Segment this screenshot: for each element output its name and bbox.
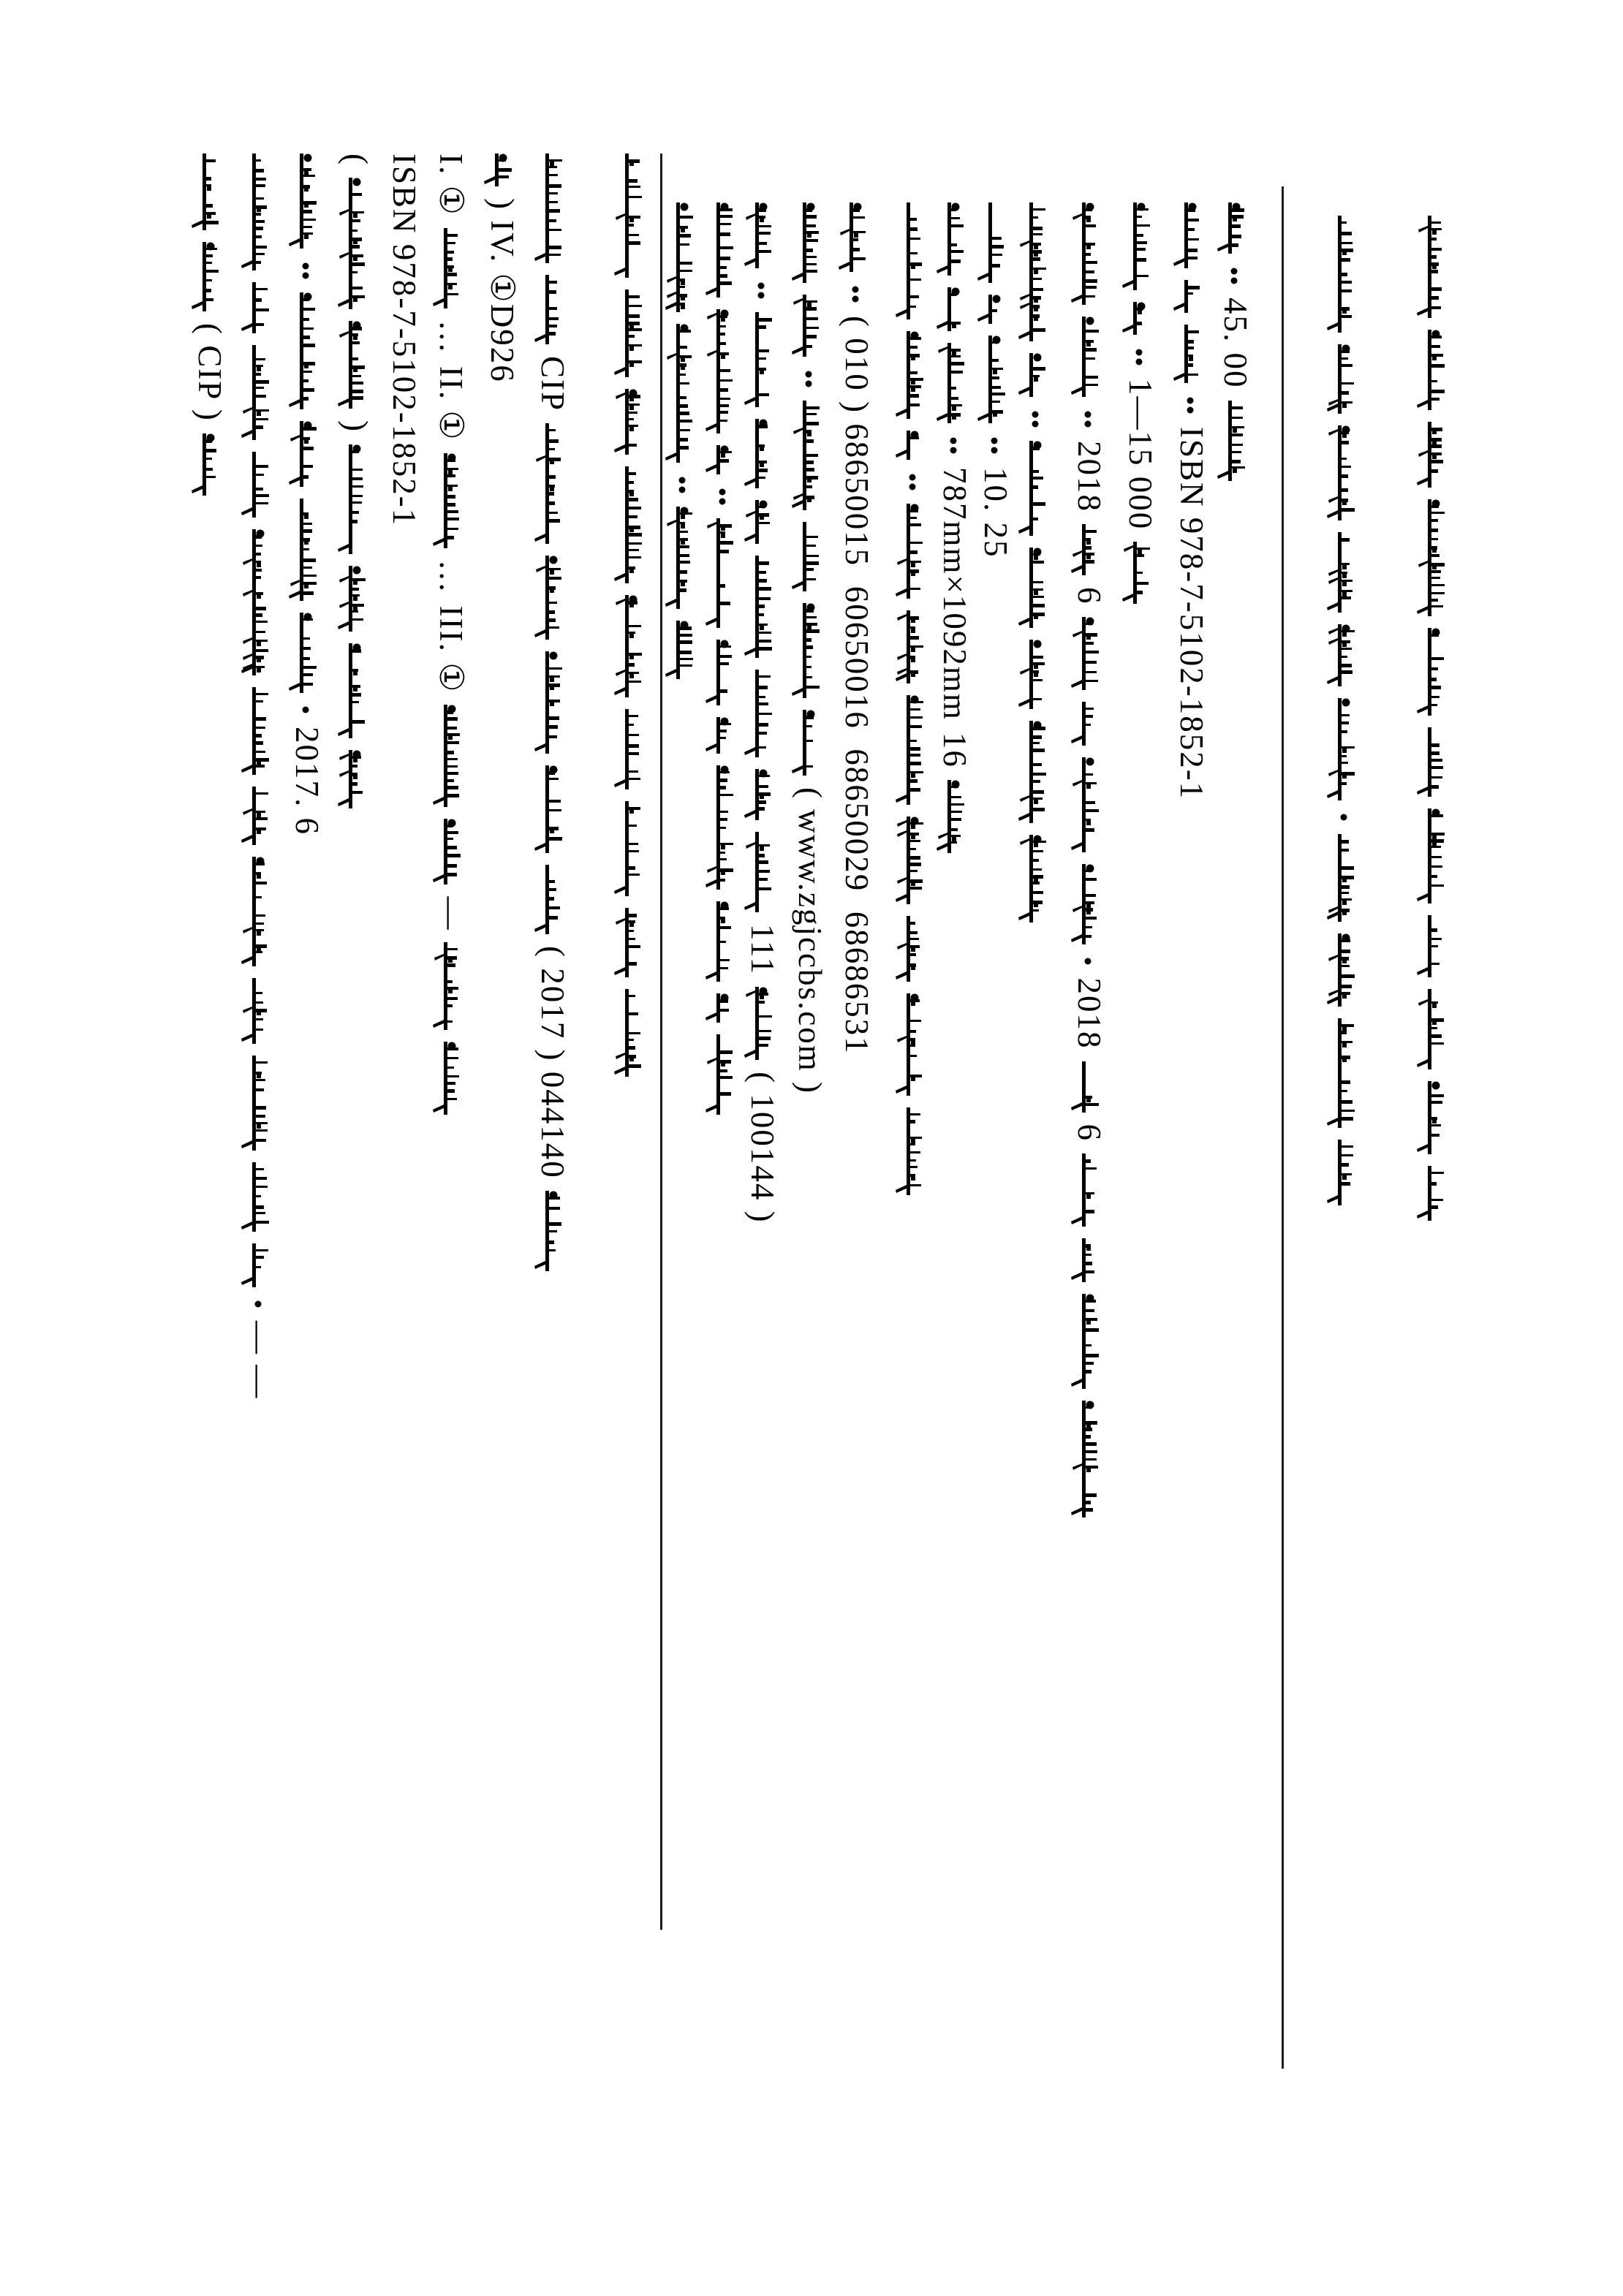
mongolian-word-glyph [893, 695, 934, 805]
mongolian-word-glyph [893, 331, 934, 419]
mongolian-word-glyph [1415, 727, 1456, 797]
cip-subject-line-text-6: III. ① [433, 605, 469, 694]
mongolian-stop [239, 1299, 280, 1309]
mongolian-word-glyph [790, 401, 831, 510]
mongolian-word-glyph [1120, 302, 1161, 335]
mongolian-word-glyph [893, 431, 934, 460]
mongolian-word-glyph [239, 787, 280, 845]
mongolian-word-glyph [893, 993, 934, 1096]
mongolian-word-glyph [239, 687, 280, 775]
cip-subject-line [431, 154, 472, 1126]
mongolian-colon [836, 284, 877, 304]
cip-subject-continuation-line [482, 154, 523, 395]
mongolian-word-glyph [1016, 353, 1057, 397]
cip-edition-note-line [336, 154, 377, 820]
mongolian-word-glyph [1325, 425, 1366, 520]
cip-record-number-line-text-2: CIP [534, 356, 571, 412]
edition-impression-line-text-3: 2018 [1071, 441, 1108, 512]
cip-edition-note-line-text-0: ( [338, 154, 374, 166]
mongolian-word-glyph [287, 154, 328, 249]
mongolian-word-glyph [1415, 1166, 1456, 1221]
mongolian-word-glyph [1325, 834, 1366, 922]
cip-title-record-line-text-13: — — [241, 1321, 278, 1400]
mongolian-word-glyph [532, 865, 573, 934]
format-line-text-4: 787mm×1092mm [937, 467, 973, 721]
mongolian-word-glyph [1171, 280, 1212, 313]
mongolian-word-glyph [239, 1056, 280, 1151]
mongolian-word-glyph [239, 978, 280, 1044]
mongolian-word-glyph [532, 765, 573, 853]
mongolian-word-glyph [742, 670, 783, 757]
mongolian-word-glyph [742, 769, 783, 820]
mongolian-word-glyph [1069, 864, 1110, 944]
mongolian-word-glyph [612, 466, 653, 583]
address-line [742, 202, 783, 1235]
phone-line [836, 202, 877, 1066]
mongolian-word-glyph [1415, 915, 1456, 977]
cip-record-continuation-line [612, 154, 653, 1088]
mongolian-word-glyph [612, 801, 653, 896]
mongolian-word-glyph [336, 566, 377, 632]
mongolian-word-glyph [934, 780, 975, 853]
mongolian-word-glyph [1069, 1061, 1110, 1113]
mongolian-colon [1069, 409, 1110, 429]
mongolian-word-glyph [1215, 401, 1256, 481]
mongolian-word-glyph [336, 178, 377, 309]
mongolian-word-glyph [336, 444, 377, 554]
mongolian-word-glyph [1325, 933, 1366, 1007]
publisher-line [703, 202, 744, 1126]
mongolian-word-glyph [934, 343, 975, 423]
format-line-text-5: 16 [937, 732, 973, 768]
mongolian-word-glyph [612, 709, 653, 789]
mongolian-word-glyph [287, 499, 328, 601]
print-quality-notice-line [1415, 216, 1456, 1232]
mongolian-word-glyph [1016, 441, 1057, 536]
mongolian-word-glyph [612, 989, 653, 1077]
mongolian-word-glyph [703, 1034, 744, 1115]
phone-line-text-2: ( 010 ) 68650015 60650016 68650029 68686531 [839, 316, 875, 1055]
address-line-text-9: 111 [744, 924, 781, 976]
mongolian-word-glyph [1016, 202, 1057, 341]
cip-subject-line-text-0: I. ① [433, 154, 469, 216]
mongolian-word-glyph [532, 154, 573, 263]
mongolian-word-glyph [1120, 202, 1161, 290]
cip-record-number-line [532, 154, 573, 1283]
mongolian-word-glyph [1069, 524, 1110, 575]
print-run-line-text-3: 1—15 000 [1122, 379, 1159, 531]
mongolian-colon [1016, 409, 1057, 429]
mongolian-word-glyph [431, 819, 472, 884]
mongolian-word-glyph [1069, 1401, 1110, 1518]
mongolian-word-glyph [1215, 202, 1256, 254]
cip-imprint-date-line-text-7: 2017. 6 [289, 727, 325, 836]
mongolian-colon [975, 435, 1016, 455]
address-line-text-11: ( 100144 ) [744, 1072, 781, 1224]
website-line [790, 202, 831, 1106]
mongolian-word-glyph [239, 529, 280, 675]
mongolian-word-glyph [1016, 721, 1057, 823]
mongolian-word-glyph [742, 419, 783, 488]
mongolian-word-glyph [239, 154, 280, 270]
mongolian-word-glyph [287, 421, 328, 487]
mongolian-word-glyph [1016, 835, 1057, 922]
mongolian-word-glyph [1325, 344, 1366, 414]
mongolian-word-glyph [742, 312, 783, 407]
mongolian-word-glyph [742, 500, 783, 544]
mongolian-colon [934, 435, 975, 455]
mongolian-word-glyph [742, 987, 783, 1060]
mongolian-word-glyph [703, 717, 744, 754]
mongolian-word-glyph [336, 321, 377, 409]
separator-rule-right [1282, 186, 1284, 2069]
mongolian-word-glyph [431, 942, 472, 1030]
mongolian-word-glyph [790, 603, 831, 698]
copyright-notice-line [1325, 216, 1366, 1217]
cip-record-number-line-text-8: ( 2017 ) 044140 [534, 946, 571, 1179]
mongolian-word-glyph [703, 993, 744, 1023]
cip-imprint-date-line [287, 154, 328, 847]
mongolian-word-glyph [239, 1243, 280, 1287]
mongolian-word-glyph [189, 433, 230, 496]
mongolian-word-glyph [975, 202, 1016, 283]
mongolian-word-glyph [703, 518, 744, 628]
mongolian-word-glyph [189, 154, 230, 230]
mongolian-word-glyph [532, 1191, 573, 1271]
mongolian-word-glyph [703, 309, 744, 433]
separator-rule-left [660, 154, 662, 1930]
mongolian-word-glyph [1325, 216, 1366, 333]
mongolian-word-glyph [1325, 1018, 1366, 1128]
cip-subject-line-text-3: II. ① [433, 365, 469, 442]
printer-line [1016, 202, 1057, 934]
mongolian-stop [1325, 812, 1366, 822]
mongolian-word-glyph [239, 282, 280, 333]
website-line-text-7: ( www.zgjccbs.com ) [792, 787, 828, 1094]
mongolian-colon [893, 471, 934, 492]
edition-impression-line [1069, 202, 1110, 1529]
mongolian-word-glyph [1069, 702, 1110, 746]
mongolian-word-glyph [1016, 548, 1057, 628]
sheets-line [975, 202, 1016, 570]
mongolian-word-glyph [742, 202, 783, 268]
mongolian-word-glyph [189, 242, 230, 311]
mongolian-word-glyph [893, 1107, 934, 1195]
mongolian-word-glyph [1415, 216, 1456, 318]
cip-edition-note-line-text-3: ) [338, 420, 374, 433]
mongolian-word-glyph [612, 154, 653, 278]
mongolian-word-glyph [1325, 532, 1366, 613]
cip-isbn-line [384, 154, 425, 538]
mongolian-word-glyph [790, 295, 831, 357]
mongolian-word-glyph [1171, 325, 1212, 383]
mongolian-word-glyph [934, 202, 975, 276]
cip-subject-continuation-line-text-1: ) IV. ①D926 [484, 198, 521, 383]
mongolian-word-glyph [836, 202, 877, 272]
mongolian-colon [1120, 346, 1161, 367]
isbn-line-text-4: ISBN 978-7-5102-1852-1 [1173, 427, 1210, 800]
mongolian-word-glyph [1415, 330, 1456, 410]
edition-impression-line-text-11: 2018 [1071, 977, 1108, 1050]
print-run-line [1120, 202, 1161, 615]
mongolian-word-glyph [612, 289, 653, 377]
mongolian-stop [287, 705, 328, 715]
mongolian-colon [663, 474, 704, 495]
format-line [934, 202, 975, 865]
mongolian-word-glyph [663, 202, 704, 312]
mongolian-word-glyph [1415, 1081, 1456, 1154]
mongolian-word-glyph [1325, 698, 1366, 800]
mongolian-word-glyph [893, 202, 934, 319]
mongolian-word-glyph [1069, 757, 1110, 852]
mongolian-colon [742, 280, 783, 300]
mongolian-word-glyph [663, 621, 704, 679]
mongolian-word-glyph [239, 452, 280, 518]
mongolian-word-glyph [1069, 317, 1110, 397]
mongolian-word-glyph [612, 595, 653, 697]
cip-subject-line-text-5: … [433, 559, 469, 594]
mongolian-word-glyph [1415, 808, 1456, 903]
mongolian-word-glyph [934, 287, 975, 331]
mongolian-word-glyph [663, 324, 704, 463]
mongolian-word-glyph [893, 504, 934, 599]
isbn-line [1171, 202, 1212, 811]
mongolian-word-glyph [893, 817, 934, 904]
mongolian-word-glyph [239, 345, 280, 440]
mongolian-word-glyph [532, 275, 573, 344]
mongolian-word-glyph [431, 1042, 472, 1115]
mongolian-word-glyph [1325, 1140, 1366, 1205]
mongolian-word-glyph [612, 389, 653, 455]
mongolian-colon [703, 486, 744, 507]
cip-title-record-line [239, 154, 280, 1411]
mongolian-word-glyph [893, 610, 934, 683]
cip-header-line [189, 154, 230, 507]
sheets-line-text-4: 10. 25 [977, 467, 1014, 558]
mongolian-stop [1069, 956, 1110, 966]
mongolian-word-glyph [1069, 1238, 1110, 1282]
mongolian-word-glyph [287, 292, 328, 409]
mongolian-word-glyph [1415, 989, 1456, 1069]
edition-impression-line-text-5: 6 [1071, 587, 1108, 605]
responsible-editor-line [663, 202, 704, 691]
mongolian-word-glyph [1069, 1153, 1110, 1227]
mongolian-word-glyph [790, 710, 831, 776]
mongolian-word-glyph [431, 228, 472, 308]
mongolian-word-glyph [482, 154, 523, 186]
mongolian-word-glyph [532, 423, 573, 544]
mongolian-word-glyph [1415, 628, 1456, 716]
edition-impression-line-text-13: 6 [1071, 1124, 1108, 1142]
mongolian-word-glyph [703, 901, 744, 982]
mongolian-colon [790, 368, 831, 389]
mongolian-word-glyph [1069, 202, 1110, 305]
cip-subject-line-text-9: — [433, 896, 469, 931]
price-line-text-2: 45. 00 [1217, 298, 1254, 389]
mongolian-word-glyph [431, 705, 472, 807]
mongolian-word-glyph [532, 556, 573, 640]
price-line [1215, 202, 1256, 493]
mongolian-colon [287, 260, 328, 281]
mongolian-colon [1171, 395, 1212, 415]
cip-header-line-text-2: ( CIP ) [192, 323, 228, 422]
mongolian-word-glyph [975, 295, 1016, 324]
mongolian-word-glyph [431, 453, 472, 548]
cip-isbn-line-text-0: ISBN 978-7-5102-1852-1 [386, 154, 423, 527]
mongolian-word-glyph [1069, 617, 1110, 690]
mongolian-word-glyph [532, 651, 573, 754]
mongolian-word-glyph [790, 522, 831, 591]
mongolian-word-glyph [742, 832, 783, 912]
mongolian-word-glyph [663, 507, 704, 609]
mongolian-colon [1215, 265, 1256, 286]
mongolian-word-glyph [742, 556, 783, 658]
mongolian-word-glyph [790, 202, 831, 283]
mongolian-word-glyph [703, 202, 744, 298]
mongolian-word-glyph [287, 613, 328, 693]
cip-subject-line-text-2: … [433, 319, 469, 355]
mongolian-word-glyph [703, 640, 744, 705]
mongolian-word-glyph [1069, 1294, 1110, 1389]
mongolian-word-glyph [893, 916, 934, 982]
typesetter-line [893, 202, 934, 1207]
mongolian-word-glyph [1415, 499, 1456, 616]
mongolian-word-glyph [1325, 624, 1366, 686]
mongolian-word-glyph [703, 765, 744, 890]
mongolian-word-glyph [1171, 202, 1212, 268]
mongolian-word-glyph [239, 1162, 280, 1232]
mongolian-word-glyph [239, 857, 280, 966]
mongolian-word-glyph [1415, 422, 1456, 488]
mongolian-word-glyph [703, 445, 744, 474]
mongolian-word-glyph [1120, 542, 1161, 604]
mongolian-word-glyph [1016, 640, 1057, 709]
mongolian-word-glyph [336, 643, 377, 738]
mongolian-word-glyph [975, 336, 1016, 423]
mongolian-word-glyph [336, 750, 377, 808]
mongolian-word-glyph [612, 908, 653, 977]
